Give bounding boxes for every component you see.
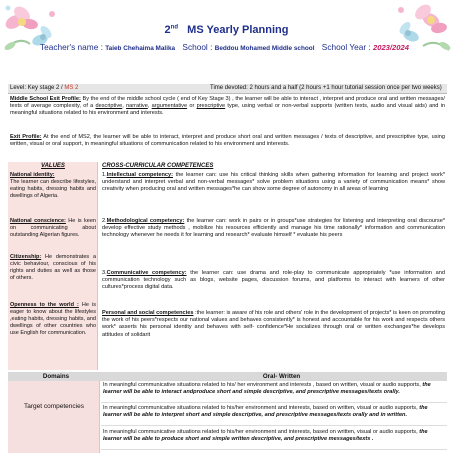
- value-text: He is eager to know about the lifestyles ,eating habits, dressing habits, and dwellings of other countries who use English for communication.: [10, 302, 96, 336]
- header-info-line: [40, 42, 420, 52]
- target-competency-interpret: [101, 404, 447, 426]
- competence-text: the learner can: work in pairs or in groups*use strategies for listening and interpreting oral discourse* develop effective study methods , mobilize his resources efficiently and manage his time rationally* information and communication technology whenever he needs it for learning and research* evaluate himself * evaluate his peers: [102, 218, 445, 239]
- year-value: 2023/2024: [373, 43, 409, 52]
- competence-head: Intellectual competency:: [106, 172, 174, 178]
- exit-text: At the end of MS2, the learner will be able to interact, interpret and produce short oral and written messages / texts of descriptive, and prescriptive type, using written, visual or oral support, in meaningful situations of communication related to his environment and interests.: [10, 134, 445, 148]
- teacher-label: Teacher's name :: [40, 42, 103, 52]
- middle-exit-text-1: By the end of the middle school cycle ( end of Key Stage 3) , the learner will be able to interact , interpret and produce oral and written messages/ texts of average complexity, of a: [10, 96, 445, 110]
- competence-intellectual: [102, 172, 445, 194]
- time-devoted: Time devoted: 2 hours and a half (2 hours +1 hour tutorial session once per two weeks): [210, 85, 442, 91]
- ms2-exit-profile: [8, 133, 447, 161]
- target-competencies-cell: [8, 381, 100, 453]
- middle-exit-argumentative: argumentative: [151, 103, 188, 110]
- grade-number: 2: [164, 24, 171, 36]
- value-head: National identity:: [10, 172, 55, 178]
- page-title: [60, 24, 393, 36]
- competence-communicative: [102, 270, 445, 292]
- level-row: [8, 84, 447, 94]
- exit-label: Exit Profile:: [10, 134, 42, 140]
- competences-title: CROSS-CURRICULAR COMPETENCES: [102, 163, 214, 169]
- competence-text: the learner can: use his critical thinking skills when gathering information for learning and project work* understand and interpret verbal and non-verbal messages* solve problem situations using a variety of communication means* show creativity when producing oral and written messages*he can show some degree of autonomy in all areas of learning: [102, 172, 445, 193]
- value-text: He demonstrates a civic behaviour, conscious of his rights and duties as well as those of others.: [10, 254, 97, 281]
- flower-decoration-right-icon: [393, 0, 453, 62]
- competence-num: 1.: [102, 172, 107, 178]
- middle-exit-descriptive: descriptive: [95, 103, 123, 110]
- competence-text: the learner can: use drama and role-play to communicate appropriately *use information and communication technology such as blogs, website pages, discussion forums, and platforms to interact with learners of other cultures*process digital data.: [102, 270, 445, 291]
- value-head: Openness to the world :: [10, 302, 79, 308]
- middle-school-exit-profile: Middle School Exit Profile: By the end of the middle school cycle ( end of Key Stage 3) , the learner will be able to interact , interpret and produce oral and written messages/ texts of average complexity, of a descriptive, narrative, argumentative or prescriptive type, using verbal or non-verbal supports (written texts, audio and visual aids) and in meaningful situations related to his environment and interests.: [10, 96, 446, 117]
- value-head: Citizenship:: [10, 254, 42, 260]
- tc-emphasis: the learner will be able to interpret short and simple descriptive, and prescriptive messages/texts orally and in written.: [103, 405, 428, 419]
- competence-head: Communicative competency:: [106, 270, 187, 276]
- competence-head: Personal and social competencies: [102, 310, 194, 316]
- middle-exit-text-2: type, using verbal or non-verbal supports (written texts, audio and visual aids) and in meaningful situations related to his environment and interests.: [10, 103, 446, 117]
- domains-header-row: [8, 372, 447, 381]
- middle-exit-prescriptive: prescriptive: [196, 103, 226, 110]
- teacher-name: Taieb Chehaima Malika: [105, 45, 176, 52]
- competence-num: 2.: [102, 218, 107, 224]
- domains-col-header: Domains: [42, 373, 70, 380]
- competence-text: :the learner: is aware of his role and others' role in the development of projects* is keen on promoting the work of his peers*respects our national values and behaves consistently* is honest and accountable for his work and respects others work* asserts his personal identity and behaves with self- confidence*He socializes through oral or written exchanges*he develops attitudes of solidarit: [102, 310, 445, 338]
- competence-personal-social: [102, 310, 445, 339]
- oral-written-col-header: Oral- Written: [262, 373, 301, 380]
- level-label: Level: Key stage 2 /: [10, 85, 63, 91]
- tc-emphasis: the learner will be able to produce short and simple written descriptive, and prescriptive messages/texts .: [103, 429, 428, 443]
- target-competency-interact: [101, 381, 447, 403]
- page-header: [0, 0, 453, 66]
- level-label-group: [10, 85, 78, 92]
- value-text: He is keen on communicating about outstanding Algerian figures.: [10, 218, 96, 238]
- title-text: MS Yearly Planning: [187, 24, 289, 36]
- competences-column: [100, 162, 447, 370]
- value-citizenship: [10, 254, 96, 282]
- tc-plain: In meaningful communicative situations related to his/her environment and interests, based on written, visual or audio supports,: [103, 405, 418, 411]
- year-label: School Year :: [321, 42, 371, 52]
- values-column: [8, 162, 98, 370]
- value-national-identity: [10, 172, 96, 200]
- competence-methodological: [102, 218, 445, 240]
- tc-plain: In meaningful communicative situations related to his/her environment and interests, based on written, visual or audio supports,: [103, 429, 418, 435]
- tc-emphasis: the learner will be able to interact andproduce short and simple descriptive, and prescriptive messages/texts orally.: [103, 382, 431, 396]
- middle-exit-label: Middle School Exit Profile:: [10, 96, 81, 102]
- target-competency-produce: [101, 428, 447, 450]
- school-label: School :: [182, 42, 213, 52]
- grade-suffix: nd: [170, 24, 178, 31]
- value-head: National conscience:: [10, 218, 66, 224]
- competence-num: 3.: [102, 270, 107, 276]
- flower-decoration-left-icon: [0, 0, 62, 62]
- value-text: The learner can describe lifestyles, eating habits, dressing habits and dwellings of Algeria.: [10, 179, 96, 199]
- value-openness: [10, 302, 96, 337]
- values-title: VALUES: [41, 163, 65, 169]
- middle-exit-narrative: narrative: [126, 103, 148, 110]
- tc-plain: In meaningful communicative situations related to his/ her environment and interests , based on written, visual or audio supports,: [103, 382, 421, 388]
- level-value: MS 2: [64, 85, 79, 91]
- target-competencies-label: Target competencies: [24, 403, 84, 410]
- competence-head: Methodological competency:: [106, 218, 185, 224]
- value-national-conscience: [10, 218, 96, 239]
- school-name: Beddou Mohamed Middle school: [214, 45, 315, 52]
